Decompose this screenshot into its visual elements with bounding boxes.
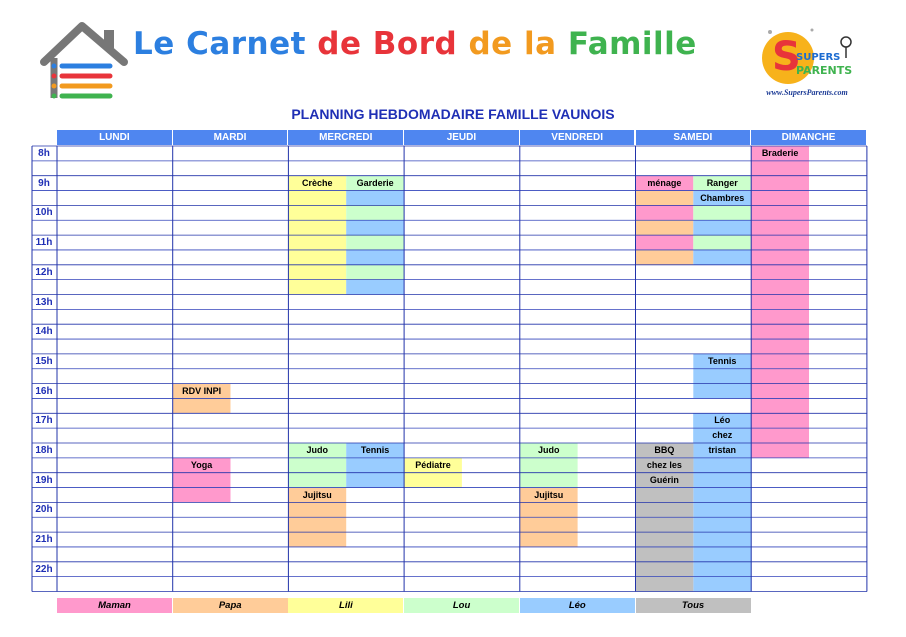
hour-label: 9h: [38, 177, 50, 189]
activity-label: Guérin: [649, 474, 679, 485]
activity-block: [346, 265, 404, 280]
activity-block: [636, 220, 694, 235]
activity-label: Braderie: [761, 148, 799, 158]
activity-label: Jujitsu: [534, 489, 564, 500]
day-header-lundi: LUNDI: [57, 130, 172, 145]
activity-label: Chambres: [700, 192, 745, 203]
legend-item-maman: Maman: [57, 598, 172, 613]
hour-label: 11h: [35, 237, 53, 249]
activity-label: chez: [712, 430, 733, 441]
brand-word: la: [523, 26, 568, 62]
activity-block: [346, 220, 404, 235]
activity-label: Ranger: [706, 177, 738, 188]
activity-label: Léo: [714, 415, 731, 426]
hour-label: 17h: [35, 415, 53, 427]
day-header-vendredi: VENDREDI: [520, 130, 635, 145]
hour-label: 21h: [35, 534, 53, 546]
activity-block: [636, 250, 694, 265]
activity-label: Garderie: [356, 177, 394, 188]
activity-label: Tennis: [708, 355, 737, 366]
partner-url[interactable]: www.SupersParents.com: [766, 88, 848, 97]
activity-label: RDV INPI: [182, 385, 222, 396]
hour-label: 12h: [35, 266, 53, 278]
activity-label: Judo: [306, 445, 329, 455]
activity-label: Tennis: [360, 445, 390, 455]
svg-text:S: S: [772, 34, 801, 80]
activity-label: Crèche: [302, 177, 333, 188]
hour-label: 22h: [35, 563, 53, 575]
brand-word: Carnet: [186, 26, 318, 62]
activity-label: chez les: [646, 459, 682, 470]
legend-item-lou: Lou: [404, 598, 519, 613]
day-header-mercredi: MERCREDI: [288, 130, 403, 145]
activity-label: BBQ: [654, 445, 675, 455]
brand-word: de: [468, 26, 524, 62]
hour-label: 10h: [35, 207, 53, 219]
activity-label: Yoga: [190, 459, 213, 470]
svg-text:SUPERS: SUPERS: [796, 52, 841, 63]
day-header-mardi: MARDI: [173, 130, 288, 145]
legend-item-tous: Tous: [636, 598, 751, 613]
hour-label: 18h: [35, 445, 53, 456]
brand-word: de: [317, 26, 373, 62]
hour-label: 16h: [35, 385, 53, 397]
activity-block: [636, 235, 694, 250]
legend-item-papa: Papa: [173, 598, 288, 613]
activity-block: [751, 146, 809, 458]
hour-label: 20h: [35, 504, 53, 516]
svg-text:PARENTS: PARENTS: [796, 64, 853, 77]
day-header-jeudi: JEUDI: [404, 130, 519, 145]
activity-block: [693, 235, 751, 250]
activity-block: [346, 280, 404, 295]
brand-word: Famille: [567, 26, 697, 62]
brand-word: Bord: [372, 26, 469, 62]
activity-label: Pédiatre: [415, 459, 451, 470]
activity-block: [693, 250, 751, 265]
activity-block: [693, 205, 751, 220]
hour-label: 19h: [35, 474, 53, 486]
activity-block: [346, 250, 404, 265]
brand-word: Le: [133, 26, 187, 62]
page-title: PLANNING HEBDOMADAIRE FAMILLE VAUNOIS: [291, 106, 615, 122]
hour-label: 8h: [38, 148, 50, 159]
activity-block: [346, 191, 404, 206]
hour-label: 15h: [35, 355, 53, 367]
activity-label: Judo: [537, 445, 560, 455]
activity-label: tristan: [708, 445, 736, 455]
hour-label: 14h: [35, 326, 53, 338]
day-header-dimanche: DIMANCHE: [751, 130, 866, 145]
activity-block: [693, 220, 751, 235]
hour-label: 13h: [35, 296, 53, 308]
activity-label: ménage: [647, 177, 682, 188]
activity-block: [346, 235, 404, 250]
activity-label: Jujitsu: [302, 489, 332, 500]
activity-block: [636, 205, 694, 220]
activity-block: [636, 191, 694, 206]
legend-item-lili: Lili: [288, 598, 403, 613]
day-header-samedi: SAMEDI: [636, 130, 751, 145]
activity-block: [346, 205, 404, 220]
legend-item-leo: Léo: [520, 598, 635, 613]
